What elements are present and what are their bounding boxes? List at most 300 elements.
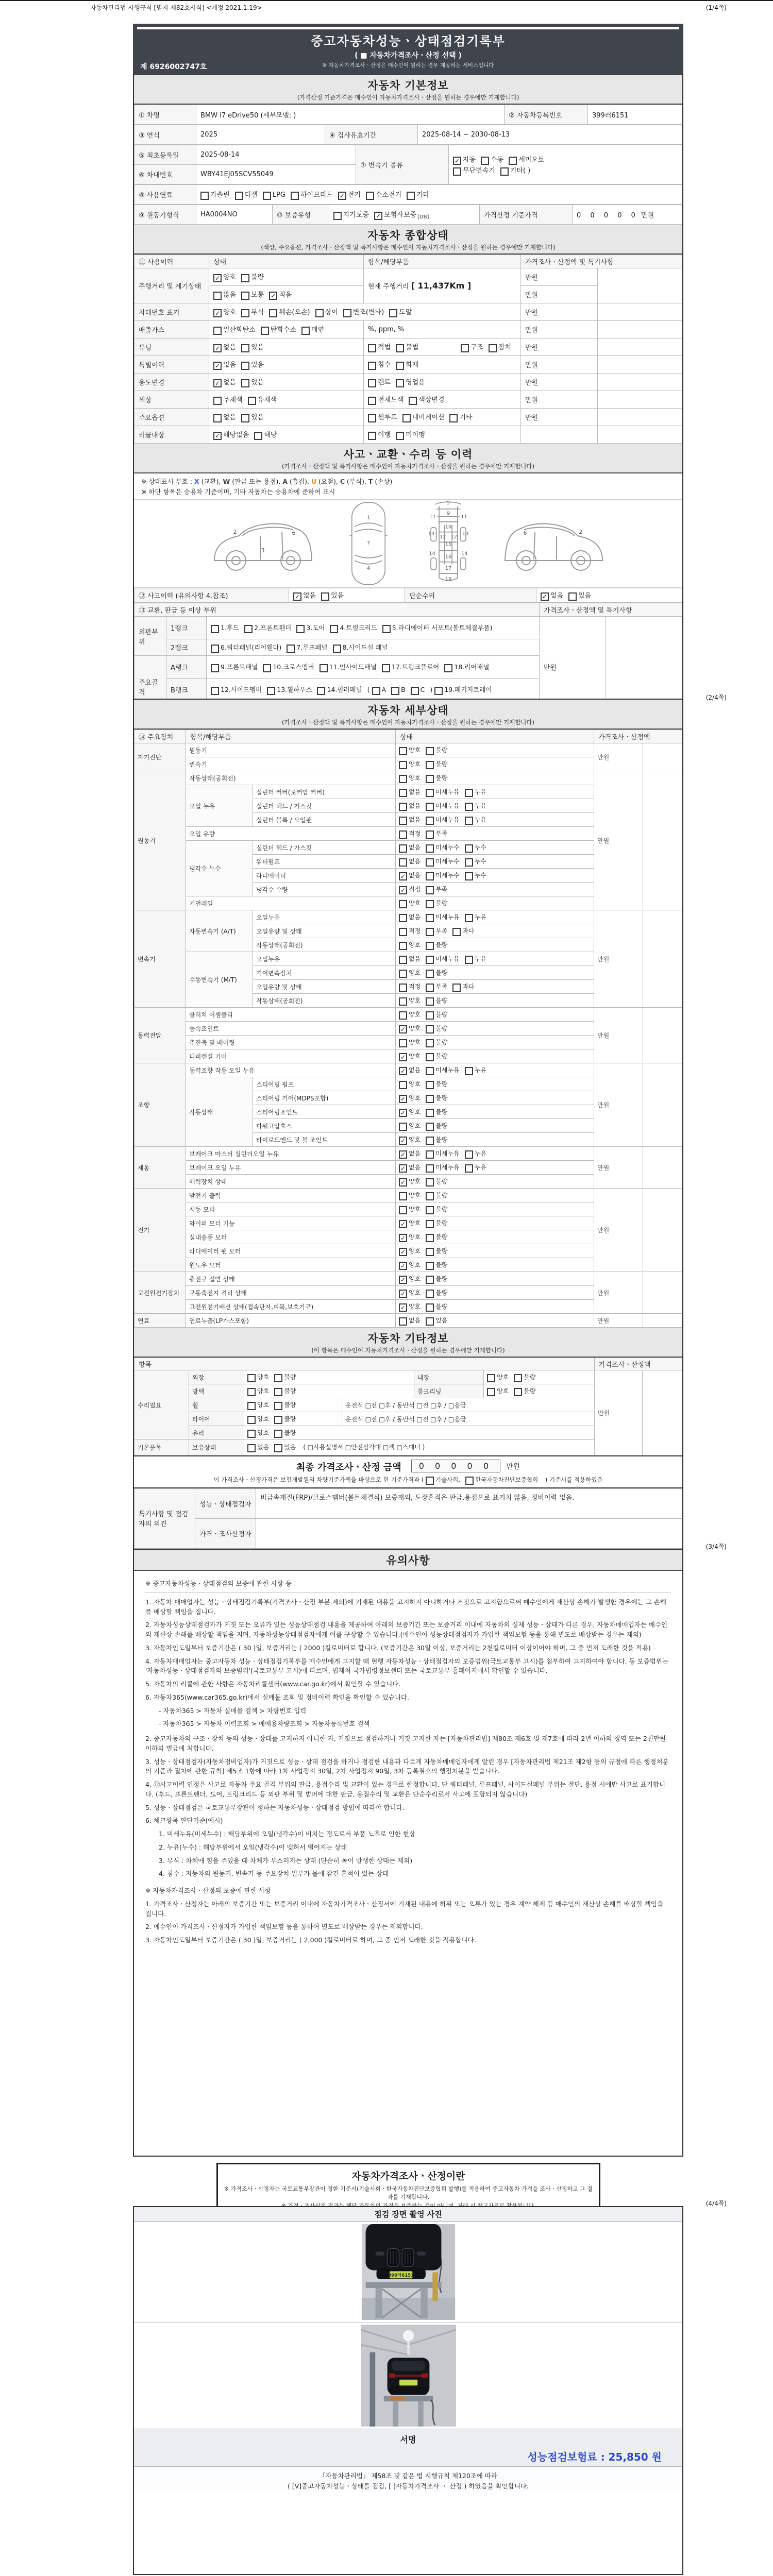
- checkbox[interactable]: ✓: [399, 1276, 407, 1284]
- checkbox[interactable]: [426, 1067, 434, 1075]
- checkbox-option: [320, 662, 377, 672]
- checkbox[interactable]: [213, 327, 222, 335]
- checkbox[interactable]: [426, 844, 434, 853]
- checkbox[interactable]: [254, 432, 262, 440]
- checkbox[interactable]: ✓: [399, 1067, 407, 1075]
- item-state-options: [396, 1189, 594, 1202]
- item-state-options: [396, 1272, 594, 1286]
- checkbox[interactable]: [274, 1388, 282, 1396]
- checkbox[interactable]: ✓: [399, 1137, 407, 1145]
- checkbox[interactable]: [321, 592, 329, 601]
- checkbox-option: [426, 773, 447, 783]
- checkbox[interactable]: [368, 344, 376, 352]
- item-state-options: [396, 855, 594, 869]
- checkbox[interactable]: [402, 414, 411, 422]
- checkbox[interactable]: [368, 379, 376, 387]
- checkbox[interactable]: [487, 1374, 495, 1382]
- checkbox-label: 미세누유: [435, 788, 460, 795]
- checkbox[interactable]: [274, 1430, 282, 1438]
- checkbox[interactable]: [453, 167, 461, 176]
- checkbox[interactable]: [399, 997, 407, 1006]
- checkbox[interactable]: ✓: [399, 1178, 407, 1187]
- checkbox[interactable]: [333, 645, 341, 653]
- checkbox[interactable]: [274, 1444, 282, 1452]
- checkbox-option: [453, 154, 476, 165]
- checkbox[interactable]: [465, 914, 473, 922]
- checkbox[interactable]: [426, 803, 434, 811]
- glass-label: 유리: [189, 1426, 244, 1440]
- checkbox[interactable]: [481, 157, 489, 165]
- checkbox-label: 양호: [409, 1038, 421, 1046]
- fuel-label: ⑧ 사용연료: [135, 185, 196, 205]
- checkbox-option: [426, 1232, 447, 1242]
- checkbox-label: 불량: [284, 1401, 296, 1409]
- checkbox[interactable]: [261, 327, 269, 335]
- checkbox[interactable]: [274, 1374, 282, 1382]
- checkbox[interactable]: [465, 789, 473, 797]
- checkbox[interactable]: ✓: [399, 1095, 407, 1103]
- checkbox-option: [399, 1288, 421, 1298]
- checkbox[interactable]: [465, 1150, 473, 1159]
- checkbox[interactable]: [274, 1402, 282, 1410]
- checkbox[interactable]: ✓: [269, 292, 277, 300]
- checkbox[interactable]: [426, 1164, 434, 1173]
- checkbox[interactable]: [267, 687, 275, 695]
- checkbox[interactable]: [368, 397, 376, 405]
- special-history-label: 특별이력: [135, 356, 209, 374]
- checkbox-label: 불량: [435, 1261, 448, 1268]
- checkbox[interactable]: [399, 956, 407, 964]
- checkbox[interactable]: ✓: [213, 344, 222, 352]
- checkbox[interactable]: [399, 817, 407, 825]
- checkbox[interactable]: [241, 414, 249, 422]
- checkbox[interactable]: ✓: [399, 1150, 407, 1159]
- checkbox-label: 없음: [409, 955, 421, 962]
- checkbox-option: [211, 642, 281, 653]
- checkbox[interactable]: ✓: [399, 1025, 407, 1033]
- checkbox-label: 색상변경: [418, 396, 445, 404]
- checkbox[interactable]: ✓: [399, 886, 407, 894]
- checkbox[interactable]: [399, 858, 407, 867]
- checkbox[interactable]: [426, 1220, 434, 1228]
- checkbox-label: 미세누유: [435, 802, 460, 809]
- checkbox-option: [399, 899, 421, 908]
- checkbox[interactable]: [399, 1011, 407, 1020]
- inspection-photo-front: [361, 2224, 456, 2320]
- checkbox-label: 양호: [409, 1177, 421, 1185]
- checkbox[interactable]: [434, 687, 443, 695]
- item-label: 구동축전지 격리 상태: [186, 1286, 396, 1300]
- checkbox[interactable]: [409, 397, 417, 405]
- confirmation-line-2: ( [Ⅴ]중고자동차성능ㆍ상태를 점검, [ ]자동차가격조사 ㆍ 산정 ) 하였음을 확인합니다.: [288, 2482, 529, 2490]
- checkbox-option: [366, 189, 401, 200]
- checkbox-label: 상이: [325, 309, 338, 316]
- checkbox[interactable]: [399, 1192, 407, 1200]
- checkbox[interactable]: [247, 1374, 256, 1382]
- checkbox[interactable]: [514, 1388, 522, 1396]
- checkbox[interactable]: [368, 432, 376, 440]
- svg-text:5: 5: [446, 500, 450, 506]
- checkbox[interactable]: [399, 914, 407, 922]
- accident-history-label: ⑫ 사고이력 (유의사항 4.참조): [135, 588, 289, 603]
- checkbox[interactable]: [568, 592, 577, 601]
- checkbox-label: 적정: [409, 982, 421, 990]
- checkbox[interactable]: [426, 1276, 434, 1284]
- checkbox[interactable]: [241, 379, 249, 387]
- checkbox[interactable]: [426, 1095, 434, 1103]
- checkbox[interactable]: [426, 942, 434, 950]
- panel-rank-label: A랭크: [166, 656, 207, 679]
- checkbox-label: 19.패키지트레이: [444, 685, 492, 693]
- checkbox[interactable]: ✓: [453, 157, 461, 165]
- checkbox[interactable]: ✓: [399, 1053, 407, 1061]
- item-label: 원동기: [186, 743, 396, 757]
- checkbox[interactable]: [426, 761, 434, 769]
- device-label: 조향: [135, 1063, 186, 1147]
- checkbox[interactable]: [399, 970, 407, 978]
- checkbox[interactable]: ✓: [399, 1290, 407, 1298]
- checkbox[interactable]: [426, 928, 434, 936]
- checkbox-option: [287, 642, 327, 653]
- checkbox[interactable]: [514, 1374, 522, 1382]
- checkbox[interactable]: [487, 1388, 495, 1396]
- checkbox[interactable]: [465, 844, 473, 853]
- item-label: 오일유량 및 상태: [253, 980, 396, 994]
- item-label: 브레이크 오일 누유: [186, 1161, 396, 1175]
- checkbox[interactable]: ✓: [399, 872, 407, 880]
- checkbox[interactable]: [465, 1477, 474, 1485]
- document-subtitle: ( ■ 자동차가격조사ㆍ산정 선택 ): [355, 52, 462, 60]
- checkbox-option: [211, 623, 239, 633]
- checkbox-option: [541, 590, 563, 601]
- checkbox[interactable]: [426, 1053, 434, 1061]
- mileage-price-1: 만원: [521, 268, 598, 286]
- diagram-top-view: [343, 500, 394, 587]
- other-info-title: 자동차 기타정보: [367, 1332, 449, 1345]
- checkbox[interactable]: [320, 664, 328, 672]
- notice-title: 유의사항: [386, 1554, 430, 1567]
- checkbox[interactable]: [213, 414, 222, 422]
- checkbox[interactable]: [426, 984, 434, 992]
- checkbox[interactable]: [426, 1039, 434, 1047]
- checkbox[interactable]: ✓: [213, 309, 222, 317]
- checkbox[interactable]: [241, 344, 249, 352]
- checkbox[interactable]: [330, 625, 338, 633]
- checkbox[interactable]: [343, 309, 351, 317]
- checkbox[interactable]: [426, 1123, 434, 1131]
- checkbox[interactable]: ✓: [399, 1303, 407, 1312]
- checkbox-option: [399, 1038, 421, 1047]
- checkbox[interactable]: [465, 817, 473, 825]
- checkbox-option: [453, 165, 495, 176]
- checkbox[interactable]: [489, 344, 497, 352]
- checkbox[interactable]: [291, 192, 299, 200]
- checkbox-option: [465, 871, 486, 880]
- checkbox-option: [411, 686, 425, 695]
- checkbox[interactable]: [426, 1262, 434, 1270]
- checkbox[interactable]: ✓: [213, 274, 222, 282]
- usage-change-price: 만원: [521, 374, 598, 391]
- checkbox[interactable]: [426, 1137, 434, 1145]
- checkbox[interactable]: [426, 1303, 434, 1312]
- checkbox-label: 부족: [435, 829, 448, 837]
- notice-item: 4. ⑫사고이력 인정은 사고로 자동차 주요 골격 부위의 판금, 용접수리 및 교환이 있는 경우로 한정합니다. 단 쿼터패널, 루프패널, 사이드실패널 부위는 절단, 용접 시에만 사고로 표기합니다. (후드, 프론트펜더, 도어, 트렁크리드 등 외판 부위 및 범퍼에 대한 판금, 용접수리 및 교환은 단순수리로서 사고에 포함되지 않습니다): [145, 1781, 666, 1798]
- checkbox[interactable]: [372, 687, 380, 695]
- main-options-price: 만원: [521, 409, 598, 426]
- checkbox[interactable]: [396, 432, 404, 440]
- checkbox[interactable]: [426, 1109, 434, 1117]
- checkbox[interactable]: [211, 625, 219, 633]
- checkbox[interactable]: [399, 942, 407, 950]
- checkbox[interactable]: ✓: [399, 1262, 407, 1270]
- checkbox-option: [399, 745, 421, 755]
- checkbox[interactable]: ✓: [399, 1220, 407, 1228]
- item-label: 실린더 커버(로커암 커버): [253, 785, 396, 799]
- checkbox[interactable]: [241, 274, 249, 282]
- checkbox[interactable]: [426, 900, 434, 908]
- final-price-unit: 만원: [506, 1463, 520, 1471]
- item-state-options: [396, 966, 594, 980]
- checkbox[interactable]: [509, 157, 517, 165]
- checkbox[interactable]: [426, 1081, 434, 1089]
- checkbox[interactable]: ✓: [399, 1109, 407, 1117]
- checkbox[interactable]: [426, 914, 434, 922]
- checkbox[interactable]: [200, 192, 209, 200]
- checkbox[interactable]: [382, 625, 391, 633]
- item-state-options: [396, 757, 594, 771]
- checkbox-label: 불량: [435, 774, 448, 782]
- checkbox[interactable]: ✓: [399, 1164, 407, 1173]
- checkbox[interactable]: [426, 747, 434, 755]
- checkbox-label: 침수: [378, 361, 391, 369]
- col-detail-price: 가격조사ㆍ산정액: [594, 730, 682, 743]
- notice-item: 1. 가격조사ㆍ산정자는 아래의 보증기간 또는 보증거리 이내에 자동차가격조사ㆍ산정서에 기재된 내용에 허위 또는 오류가 있는 경우 계약 해제 등 매수인의 재산상 손해를 배상할 책임을 집니다.: [145, 1900, 663, 1918]
- checkbox-option: [426, 940, 447, 950]
- checkbox[interactable]: [263, 192, 271, 200]
- checkbox[interactable]: [368, 414, 376, 422]
- checkbox[interactable]: ✓: [213, 379, 222, 387]
- checkbox[interactable]: [399, 1123, 407, 1131]
- checkbox[interactable]: [244, 625, 253, 633]
- checkbox[interactable]: [426, 1025, 434, 1033]
- checkbox-label: 과다: [462, 927, 475, 935]
- checkbox[interactable]: [241, 292, 249, 300]
- checkbox-option: [368, 429, 391, 440]
- checkbox[interactable]: [465, 872, 473, 880]
- checkbox[interactable]: ✓: [541, 592, 549, 601]
- sub-group-label: 오일 누유: [186, 785, 253, 827]
- checkbox[interactable]: [211, 645, 219, 653]
- checkbox[interactable]: [399, 1039, 407, 1047]
- checkbox[interactable]: [426, 1192, 434, 1200]
- checkbox-label: 없음: [223, 379, 237, 386]
- checkbox[interactable]: [452, 984, 461, 992]
- checkbox[interactable]: ✓: [399, 1234, 407, 1242]
- checkbox[interactable]: [444, 664, 452, 672]
- checkbox-label: 양호: [409, 746, 421, 754]
- checkbox[interactable]: [426, 831, 434, 839]
- checkbox[interactable]: [263, 664, 271, 672]
- checkbox-option: [247, 1428, 269, 1438]
- checkbox[interactable]: [426, 1317, 434, 1326]
- checkbox[interactable]: [399, 803, 407, 811]
- checkbox[interactable]: [426, 886, 434, 894]
- checkbox[interactable]: ✓: [374, 212, 382, 220]
- checkbox[interactable]: [399, 900, 407, 908]
- item-state-options: [396, 910, 594, 924]
- checkbox[interactable]: [426, 1234, 434, 1242]
- item-label: 디퍼렌셜 기어: [186, 1049, 396, 1063]
- checkbox[interactable]: [426, 1150, 434, 1159]
- checkbox-label: 양호: [497, 1387, 509, 1395]
- checkbox[interactable]: [399, 789, 407, 797]
- checkbox[interactable]: ✓: [293, 592, 301, 601]
- checkbox-option: [241, 307, 264, 317]
- checkbox-option: [465, 843, 486, 853]
- checkbox[interactable]: [465, 956, 473, 964]
- item-label: 기어변속장치: [253, 966, 396, 980]
- checkbox[interactable]: [426, 1011, 434, 1020]
- checkbox[interactable]: [241, 362, 249, 370]
- checkbox-label: 자동: [463, 156, 476, 164]
- item-label: 냉각수 수량: [253, 883, 396, 896]
- checkbox[interactable]: [399, 1317, 407, 1326]
- item-label: 고전원전기배선 상태(접속단자,피복,보호기구): [186, 1300, 396, 1314]
- checkbox[interactable]: [247, 1444, 256, 1452]
- checkbox[interactable]: [248, 397, 256, 405]
- checkbox-label: 불량: [435, 1010, 448, 1018]
- checkbox[interactable]: [399, 984, 407, 992]
- checkbox[interactable]: [247, 1402, 256, 1410]
- checkbox[interactable]: [317, 687, 325, 695]
- checkbox[interactable]: [213, 292, 222, 300]
- checkbox[interactable]: [399, 1081, 407, 1089]
- checkbox-label: 9.프론트패널: [221, 663, 258, 671]
- checkbox[interactable]: [241, 309, 249, 317]
- checkbox[interactable]: ✓: [399, 1248, 407, 1256]
- checkbox[interactable]: [211, 687, 219, 695]
- checkbox[interactable]: [465, 1067, 473, 1075]
- checkbox[interactable]: [449, 414, 458, 422]
- checkbox[interactable]: [382, 664, 390, 672]
- checkbox[interactable]: [452, 928, 461, 936]
- checkbox-label: 누수: [474, 857, 486, 865]
- checkbox[interactable]: [426, 1178, 434, 1187]
- remarks-table: [134, 1488, 682, 1549]
- checkbox-option: [399, 871, 421, 880]
- checkbox[interactable]: [399, 831, 407, 839]
- checkbox[interactable]: [247, 1430, 256, 1438]
- item-state-options: [396, 1202, 594, 1216]
- checkbox[interactable]: [396, 379, 404, 387]
- checkbox[interactable]: ✓: [213, 362, 222, 370]
- checkbox[interactable]: [399, 761, 407, 769]
- checkbox[interactable]: [426, 1477, 434, 1485]
- notice-item: 1. 미세누유(미세누수) : 해당부위에 오일(냉각수)이 비치는 정도로서 부품 노후로 인한 현상: [159, 1830, 416, 1838]
- checkbox[interactable]: [426, 997, 434, 1006]
- checkbox[interactable]: [465, 858, 473, 867]
- checkbox[interactable]: [426, 872, 434, 880]
- checkbox[interactable]: [333, 212, 342, 220]
- checkbox-label: 유채색: [257, 396, 277, 404]
- checkbox[interactable]: [426, 858, 434, 867]
- checkbox[interactable]: ✓: [338, 192, 346, 200]
- checkbox-label: 불량: [284, 1415, 296, 1422]
- checkbox[interactable]: [465, 1164, 473, 1173]
- checkbox[interactable]: [366, 192, 374, 200]
- checkbox[interactable]: [426, 1206, 434, 1214]
- checkbox[interactable]: [396, 362, 404, 370]
- checkbox[interactable]: [426, 1248, 434, 1256]
- checkbox[interactable]: [426, 956, 434, 964]
- checkbox[interactable]: [368, 362, 376, 370]
- checkbox-option: [241, 289, 264, 300]
- inspection-period-label: ④ 검사유효기간: [325, 125, 418, 145]
- checkbox[interactable]: [213, 397, 222, 405]
- checkbox[interactable]: [426, 775, 434, 783]
- checkbox-label: 양호: [409, 1010, 421, 1018]
- color-label: 색상: [135, 391, 209, 409]
- checkbox[interactable]: [287, 645, 295, 653]
- checkbox[interactable]: [269, 309, 277, 317]
- checkbox[interactable]: [399, 1206, 407, 1214]
- col-state: 상태: [209, 255, 364, 268]
- checkbox[interactable]: [426, 1290, 434, 1298]
- checkbox-option: [399, 940, 421, 950]
- checkbox[interactable]: [296, 625, 305, 633]
- checkbox[interactable]: [274, 1416, 282, 1424]
- checkbox[interactable]: [465, 803, 473, 811]
- sub-group-label: 냉각수 누수: [186, 841, 253, 896]
- checkbox-option: [399, 1316, 421, 1326]
- checkbox-label: 없음: [409, 871, 421, 879]
- checkbox[interactable]: [399, 775, 407, 783]
- checkbox[interactable]: [399, 747, 407, 755]
- vin-marking-price: 만원: [521, 303, 598, 321]
- vin-label: ⑥ 차대번호: [135, 165, 196, 184]
- polish-options: [244, 1384, 414, 1398]
- checkbox[interactable]: [411, 687, 419, 695]
- checkbox[interactable]: [389, 309, 397, 317]
- checkbox[interactable]: [235, 192, 243, 200]
- basic-info-row5: [134, 184, 682, 205]
- checkbox-option: [426, 745, 447, 755]
- checkbox[interactable]: [247, 1388, 256, 1396]
- checkbox[interactable]: [391, 687, 399, 695]
- svg-text:6: 6: [523, 530, 527, 536]
- checkbox[interactable]: [399, 844, 407, 853]
- checkbox[interactable]: [211, 664, 219, 672]
- checkbox[interactable]: [247, 1416, 256, 1424]
- banner-stripe: [137, 27, 679, 29]
- checkbox[interactable]: [315, 309, 324, 317]
- checkbox[interactable]: [500, 167, 509, 176]
- checkbox[interactable]: [426, 817, 434, 825]
- model-year-value: 2025: [196, 125, 325, 145]
- panel-items: [207, 617, 540, 639]
- checkbox[interactable]: [461, 344, 469, 352]
- checkbox[interactable]: [426, 970, 434, 978]
- checkbox[interactable]: [396, 344, 404, 352]
- checkbox[interactable]: [426, 789, 434, 797]
- basic-info-title: 자동차 기본정보: [367, 79, 449, 92]
- checkbox[interactable]: [399, 928, 407, 936]
- checkbox[interactable]: [301, 327, 310, 335]
- svg-text:399러6151: 399러6151: [388, 2273, 414, 2279]
- checkbox-label: 양호: [409, 1108, 421, 1115]
- checkbox[interactable]: [407, 192, 415, 200]
- checkbox[interactable]: ✓: [213, 432, 222, 440]
